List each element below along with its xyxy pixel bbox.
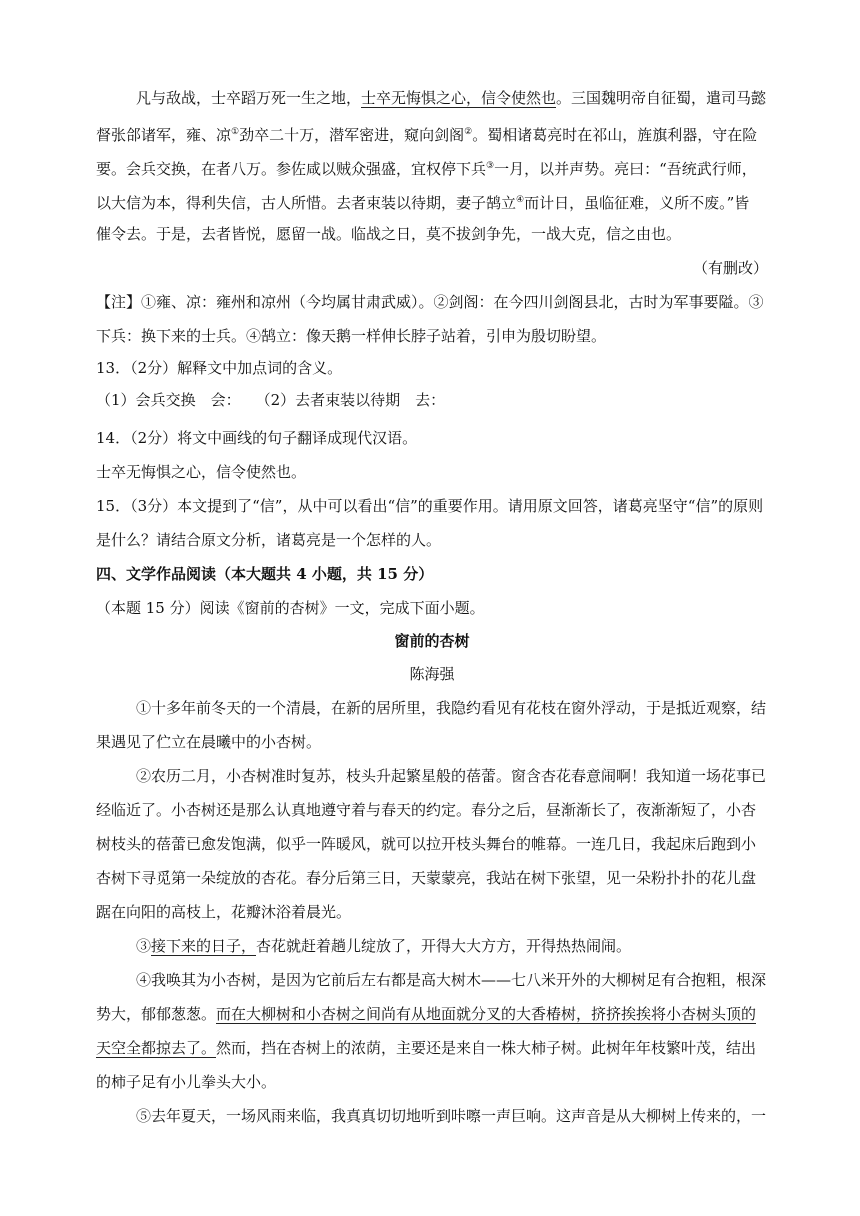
section-heading: 四、文学作品阅读（本大题共 4 小题，共 15 分） <box>96 565 434 583</box>
question-15: 15．（3分）本文提到了“信”，从中可以看出“信”的重要作用。请用原文回答，诸葛亮坚守“信”的原则 <box>96 497 764 515</box>
dotted-word: 会 <box>126 160 142 178</box>
article-line: ②农历二月，小杏树准时复苏，枝头升起繁星般的蓓蕾。窗含杏花春意闹啊！我知道一场花事已 <box>136 767 767 785</box>
article-line: 势大，郁郁葱葱。而在大柳树和小杏树之间尚有从地面就分叉的大香椿树，挤挤挨挨将小杏树头顶的 <box>96 1005 757 1023</box>
underlined-sentence: 天空全都掠去了。 <box>96 1039 217 1057</box>
passage-line: 督张郃诸军，雍、凉①劲卒二十万，潜军密进，窥向剑阁②。蜀相诸葛亮时在祁山，旌旗利器，守在险 <box>96 126 758 144</box>
article-line: 树枝头的蓓蕾已愈发饱满，似乎一阵暖风，就可以拉开枝头舞台的帷幕。一连几日，我起床后跑到小 <box>96 835 757 853</box>
source-note: （有删改） <box>692 259 768 277</box>
passage-line: 以大信为本，得利失信，古人所惜。去者束装以待期，妻子鹄立④而计日，虽临征难，义所不废。”皆 <box>96 194 750 212</box>
question-13-items: （1）会兵交换 会： （2）去者束装以待期 去： <box>96 391 446 409</box>
passage-line: 凡与敌战，士卒蹈万死一生之地，士卒无悔惧之心，信令使然也。三国魏明帝自征蜀，遣司马懿 <box>136 89 767 107</box>
dotted-word: 去 <box>295 391 311 409</box>
article-line: 经临近了。小杏树还是那么认真地遵守着与春天的约定。春分之后，昼渐渐长了，夜渐渐短了，小杏 <box>96 801 757 819</box>
annotation: 下兵：换下来的士兵。④鹄立：像天鹅一样伸长脖子站着，引申为殷切盼望。 <box>96 327 607 345</box>
article-author: 陈海强 <box>409 665 455 683</box>
article-line: ①十多年前冬天的一个清晨，在新的居所里，我隐约看见有花枝在窗外浮动，于是抵近观察，结 <box>136 699 767 717</box>
annotation: 【注】①雍、凉：雍州和凉州（今均属甘肃武威）。②剑阁：在今四川剑阁县北，古时为军事要隘。③ <box>96 293 764 311</box>
article-line: 果遇见了伫立在晨曦中的小杏树。 <box>96 733 322 751</box>
question-14: 14．（2分）将文中画线的句子翻译成现代汉语。 <box>96 429 418 447</box>
section-intro: （本题 15 分）阅读《窗前的杏树》一文，完成下面小题。 <box>96 599 485 617</box>
article-line: 踞在向阳的高枝上，花瓣沐浴着晨光。 <box>96 903 352 921</box>
article-line: ④我唤其为小杏树，是因为它前后左右都是高大树木——七八米开外的大柳树足有合抱粗，根深 <box>136 971 767 989</box>
underlined-phrase: 接下来的日子， <box>151 937 257 955</box>
article-line: ③接下来的日子，杏花就赶着趟儿绽放了，开得大大方方，开得热热闹闹。 <box>136 937 632 955</box>
note-marker: ④ <box>516 195 525 205</box>
underlined-sentence: 士卒无悔惧之心，信令使然也 <box>361 89 557 107</box>
article-line: 的柿子足有小儿拳头大小。 <box>96 1073 277 1091</box>
underlined-sentence: 而在大柳树和小杏树之间尚有从地面就分叉的大香椿树，挤挤挨挨将小杏树头顶的 <box>216 1005 757 1023</box>
passage-line: 要。会兵交换，在者八万。参佐咸以贼众强盛，宜权停下兵③一月，以并声势。亮曰：“吾统武行师， <box>96 160 757 178</box>
article-title: 窗前的杏树 <box>394 632 470 650</box>
article-line: 天空全都掠去了。然而，挡在杏树上的浓荫，主要还是来自一株大柿子树。此树年年枝繁叶茂，结出 <box>96 1039 757 1057</box>
question-14-sentence: 士卒无悔惧之心，信令使然也。 <box>96 463 307 481</box>
dotted-word: 去 <box>336 194 352 212</box>
question-13: 13．（2分）解释文中加点词的含义。 <box>96 359 343 377</box>
dotted-word: 会 <box>135 391 151 409</box>
article-line: 杏树下寻觅第一朵绽放的杏花。春分后第三日，天蒙蒙亮，我站在树下张望，见一朵粉扑扑的花儿盘 <box>96 869 757 887</box>
question-15: 是什么？请结合原文分析，诸葛亮是一个怎样的人。 <box>96 531 442 549</box>
note-marker: ① <box>231 127 240 137</box>
passage-line: 催令去。于是，去者皆悦，愿留一战。临战之日，莫不拔剑争先，一战大克，信之由也。 <box>96 225 682 243</box>
article-line: ⑤去年夏天，一场风雨来临，我真真切切地听到咔嚓一声巨响。这声音是从大柳树上传来的，一 <box>136 1107 767 1125</box>
note-marker: ② <box>464 127 473 137</box>
note-marker: ③ <box>486 161 495 171</box>
